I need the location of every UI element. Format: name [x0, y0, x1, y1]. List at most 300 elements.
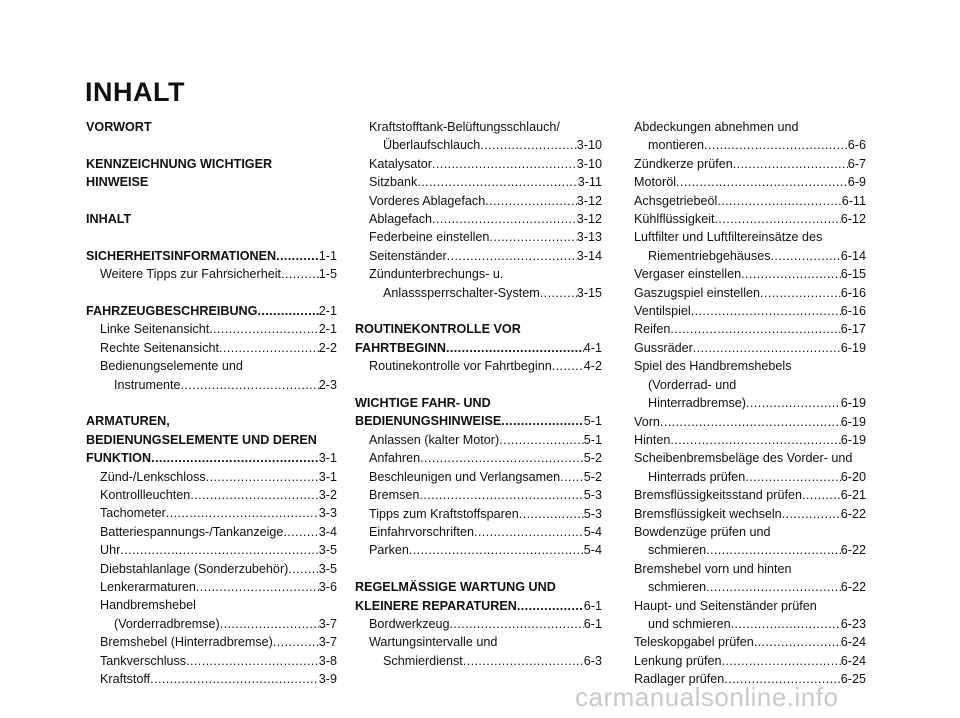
toc-entry[interactable]	[355, 523, 602, 541]
toc-entry-title: Gussräder	[634, 340, 693, 355]
toc-page-number: 4-1	[583, 340, 602, 355]
toc-entry[interactable]	[86, 376, 337, 394]
toc-entry-title: Vorn	[634, 414, 660, 429]
toc-entry-title: schmieren	[648, 580, 707, 595]
toc-page-number: 6-6	[847, 138, 866, 153]
toc-page-number: 6-16	[840, 304, 866, 319]
toc-entry-title: Radlager prüfen	[634, 672, 725, 687]
toc-leader-dots	[196, 578, 319, 596]
toc-entry-title: Überlaufschlauch	[383, 138, 481, 153]
toc-entry-title: Anlasssperrschalter-System	[383, 285, 540, 300]
toc-entry-title: FAHRZEUGBESCHREIBUNG	[86, 304, 258, 318]
toc-entry-title: Beschleunigen und Verlangsamen	[369, 469, 561, 484]
toc-column-2	[355, 118, 602, 670]
toc-entry-title: Kraftstoff	[100, 672, 151, 687]
toc-entry-title: Bremshebel vorn und hinten	[634, 561, 792, 576]
toc-leader-dots	[704, 136, 848, 154]
toc-leader-dots	[219, 339, 319, 357]
toc-entry[interactable]	[634, 339, 866, 357]
toc-leader-dots	[276, 247, 319, 265]
toc-page-number: 3-11	[577, 175, 602, 190]
toc-entry[interactable]	[634, 615, 866, 633]
toc-leader-dots	[420, 449, 584, 467]
toc-spacer	[355, 560, 602, 578]
toc-entry[interactable]	[355, 136, 602, 154]
toc-page-number: 5-1	[583, 432, 602, 447]
toc-entry-title: Schmierdienst	[383, 653, 463, 668]
toc-entry[interactable]	[86, 320, 337, 338]
toc-page-number: 6-22	[840, 506, 866, 521]
toc-entry[interactable]	[634, 578, 866, 596]
toc-leader-dots	[480, 136, 576, 154]
toc-section-heading	[355, 578, 602, 596]
toc-entry-title: Zündkerze prüfen	[634, 156, 733, 171]
toc-page-number: 6-7	[847, 156, 866, 171]
toc-entry[interactable]	[86, 486, 337, 504]
toc-entry-title: Routinekontrolle vor Fahrtbeginn	[369, 359, 552, 374]
toc-page-number: 1-5	[318, 267, 337, 282]
toc-entry[interactable]	[86, 468, 337, 486]
toc-leader-dots	[432, 155, 577, 173]
toc-entry-title: Bremshebel (Hinterradbremse)	[100, 635, 273, 650]
toc-entry[interactable]	[355, 284, 602, 302]
toc-spacer	[86, 284, 337, 302]
toc-page-number: 6-11	[841, 193, 866, 208]
toc-page-number: 2-2	[318, 340, 337, 355]
toc-entry[interactable]	[86, 339, 337, 357]
toc-entry[interactable]	[86, 670, 337, 688]
toc-leader-dots	[733, 155, 848, 173]
toc-entry-title: VORWORT	[86, 120, 152, 134]
toc-leader-dots	[120, 541, 319, 559]
toc-leader-dots	[419, 486, 583, 504]
toc-entry-title: Luftfilter und Luftfiltereinsätze des	[634, 230, 823, 245]
toc-page-number: 3-9	[318, 672, 337, 687]
toc-leader-dots	[706, 578, 841, 596]
toc-entry[interactable]	[634, 155, 866, 173]
toc-leader-dots	[446, 339, 584, 357]
toc-section-heading[interactable]	[86, 247, 337, 265]
toc-entry	[634, 228, 866, 246]
toc-entry[interactable]	[355, 505, 602, 523]
toc-entry[interactable]	[634, 541, 866, 559]
toc-leader-dots	[181, 376, 319, 394]
toc-leader-dots	[489, 228, 576, 246]
toc-page-number: 3-1	[318, 451, 337, 466]
toc-leader-dots	[220, 615, 319, 633]
toc-page-number: 3-1	[318, 469, 337, 484]
toc-entry-title: Rechte Seitenansicht	[100, 340, 220, 355]
toc-entry-title: SICHERHEITSINFORMATIONEN	[86, 248, 277, 263]
toc-entry[interactable]	[634, 633, 866, 651]
toc-entry-title: Handbremshebel	[100, 598, 196, 613]
toc-entry-title: BEDIENUNGSELEMENTE UND DEREN	[86, 432, 317, 447]
toc-entry-title: HINWEISE	[86, 175, 149, 190]
toc-entry-title: Abdeckungen abnehmen und	[634, 120, 799, 134]
toc-entry[interactable]	[355, 486, 602, 504]
toc-column-1	[86, 118, 337, 689]
toc-page-number: 3-7	[318, 635, 337, 650]
toc-entry[interactable]	[355, 615, 602, 633]
toc-entry-title: Spiel des Handbremshebels	[634, 359, 792, 374]
toc-entry[interactable]	[634, 302, 866, 320]
toc-entry-title: und schmieren	[648, 616, 731, 631]
toc-entry-title: Tipps zum Kraftstoffsparen	[369, 506, 519, 521]
toc-entry[interactable]	[86, 578, 337, 596]
toc-entry[interactable]	[86, 633, 337, 651]
toc-page-number: 3-8	[318, 653, 337, 668]
toc-page-number: 3-12	[576, 193, 602, 208]
toc-entry-title: Hinterrads prüfen	[648, 469, 746, 484]
toc-entry-title: Katalysator	[369, 156, 432, 171]
toc-leader-dots	[417, 173, 577, 191]
toc-leader-dots	[760, 284, 841, 302]
toc-page-number: 6-20	[840, 469, 866, 484]
toc-page-number: 6-22	[840, 580, 866, 595]
toc-section-heading	[86, 210, 337, 228]
toc-leader-dots	[670, 320, 840, 338]
toc-page-number: 6-23	[840, 616, 866, 631]
toc-entry-title: Parken	[369, 543, 409, 558]
toc-entry-title: Ablagefach	[369, 212, 433, 227]
toc-section-heading	[86, 431, 337, 449]
toc-leader-dots	[257, 302, 318, 320]
toc-leader-dots	[741, 265, 841, 283]
toc-entry[interactable]	[355, 173, 602, 191]
toc-leader-dots	[186, 652, 319, 670]
toc-entry-title: REGELMÄSSIGE WARTUNG UND	[355, 580, 556, 595]
toc-page-number: 5-3	[583, 506, 602, 521]
toc-spacer	[355, 302, 602, 320]
toc-page-number: 5-2	[583, 469, 602, 484]
toc-leader-dots	[519, 505, 584, 523]
toc-entry[interactable]	[634, 284, 866, 302]
toc-leader-dots	[283, 523, 318, 541]
toc-page-number: 2-1	[318, 322, 337, 337]
toc-section-heading[interactable]	[86, 449, 337, 467]
toc-spacer	[86, 228, 337, 246]
toc-entry[interactable]	[634, 505, 866, 523]
toc-leader-dots	[463, 652, 584, 670]
toc-entry-title: FUNKTION	[86, 451, 152, 466]
toc-entry-title: INHALT	[86, 212, 132, 226]
toc-page-number: 3-7	[318, 616, 337, 631]
toc-leader-dots	[166, 504, 319, 522]
toc-page-number: 3-10	[576, 138, 602, 153]
toc-page-number: 4-2	[583, 359, 602, 374]
page-title: INHALT	[85, 77, 185, 107]
toc-page-number: 6-14	[840, 248, 866, 263]
toc-page-number: 3-4	[318, 524, 337, 539]
toc-entry-title: FAHRTBEGINN	[355, 340, 446, 355]
toc-leader-dots	[693, 339, 841, 357]
toc-section-heading[interactable]	[86, 302, 337, 320]
toc-entry-title: Batteriespannungs-/Tankanzeige	[100, 524, 284, 539]
toc-entry[interactable]	[634, 320, 866, 338]
toc-entry[interactable]	[355, 247, 602, 265]
toc-page-number: 3-5	[318, 543, 337, 558]
toc-leader-dots	[151, 449, 319, 467]
toc-leader-dots	[560, 468, 584, 486]
toc-entry[interactable]	[86, 523, 337, 541]
toc-entry[interactable]	[355, 652, 602, 670]
toc-entry	[355, 118, 602, 136]
toc-column-3	[634, 118, 866, 689]
toc-spacer	[86, 394, 337, 412]
toc-entry-title: Sitzbank	[369, 175, 418, 190]
toc-page-number: 5-4	[583, 524, 602, 539]
toc-entry[interactable]	[355, 210, 602, 228]
toc-leader-dots	[722, 652, 841, 670]
toc-entry[interactable]	[355, 357, 602, 375]
toc-entry-title: Bedienungselemente und	[100, 359, 243, 374]
toc-entry-title: Tachometer	[100, 506, 166, 521]
toc-entry[interactable]	[355, 155, 602, 173]
toc-entry-title: BEDIENUNGSHINWEISE	[355, 414, 502, 429]
toc-page-number: 6-1	[583, 616, 602, 631]
toc-entry	[355, 265, 602, 283]
toc-leader-dots	[517, 597, 584, 615]
toc-entry-title: Bordwerkzeug	[369, 616, 450, 631]
toc-section-heading[interactable]	[355, 597, 602, 615]
toc-spacer	[86, 136, 337, 154]
toc-entry-title: schmieren	[648, 543, 707, 558]
toc-page-number: 6-19	[840, 396, 866, 411]
toc-entry[interactable]	[86, 265, 337, 283]
toc-leader-dots	[552, 357, 584, 375]
toc-leader-dots	[450, 615, 584, 633]
toc-entry-title: Teleskopgabel prüfen	[634, 635, 754, 650]
toc-entry[interactable]	[634, 265, 866, 283]
toc-leader-dots	[150, 670, 319, 688]
toc-page-number: 6-16	[840, 285, 866, 300]
toc-section-heading	[86, 173, 337, 191]
toc-entry[interactable]	[634, 136, 866, 154]
toc-page-number: 6-24	[840, 653, 866, 668]
toc-leader-dots	[754, 633, 841, 651]
toc-entry[interactable]	[86, 504, 337, 522]
toc-entry-title: KLEINERE REPARATUREN	[355, 598, 517, 613]
toc-entry-title: Zünd-/Lenkschloss	[100, 469, 206, 484]
toc-entry-title: Reifen	[634, 322, 671, 337]
toc-entry-title: Instrumente	[114, 377, 181, 392]
toc-entry-title: Einfahrvorschriften	[369, 524, 474, 539]
toc-entry[interactable]	[355, 192, 602, 210]
toc-entry[interactable]	[355, 468, 602, 486]
toc-entry-title: Seitenständer	[369, 248, 447, 263]
toc-entry[interactable]	[634, 413, 866, 431]
toc-page-number: 5-3	[583, 488, 602, 503]
toc-leader-dots	[706, 541, 841, 559]
toc-entry[interactable]	[634, 468, 866, 486]
toc-page-number: 6-19	[840, 340, 866, 355]
toc-entry-title: Kraftstofftank-Belüftungsschlauch/	[369, 120, 560, 134]
toc-entry[interactable]	[634, 210, 866, 228]
toc-section-heading	[355, 394, 602, 412]
toc-page-number: 6-22	[840, 543, 866, 558]
toc-leader-dots	[288, 560, 318, 578]
toc-leader-dots	[206, 468, 319, 486]
toc-leader-dots	[746, 394, 841, 412]
toc-entry-title: Tankverschluss	[100, 653, 187, 668]
toc-entry-title: Bowdenzüge prüfen und	[634, 524, 771, 539]
toc-page-number: 3-15	[576, 285, 602, 300]
toc-entry-title: Wartungsintervalle und	[369, 635, 498, 650]
toc-spacer	[86, 192, 337, 210]
toc-leader-dots	[273, 633, 319, 651]
toc-entry[interactable]	[355, 431, 602, 449]
toc-section-heading[interactable]	[355, 412, 602, 430]
toc-entry[interactable]	[86, 615, 337, 633]
toc-page-number: 3-14	[576, 248, 602, 263]
toc-entry-title: Lenkerarmaturen	[100, 580, 196, 595]
toc-leader-dots	[499, 431, 584, 449]
toc-leader-dots	[485, 192, 577, 210]
toc-entry-title: Motoröl	[634, 175, 676, 190]
toc-section-heading	[86, 118, 337, 136]
toc-page-number: 6-3	[583, 653, 602, 668]
toc-entry-title: Anfahren	[369, 451, 421, 466]
toc-page-number: 3-3	[318, 506, 337, 521]
toc-leader-dots	[190, 486, 318, 504]
toc-entry	[634, 560, 866, 578]
toc-leader-dots	[676, 173, 848, 191]
toc-entry-title: Uhr	[100, 543, 121, 558]
toc-page-number: 6-12	[840, 212, 866, 227]
toc-page-number: 3-13	[576, 230, 602, 245]
toc-entry-title: Diebstahlanlage (Sonderzubehör)	[100, 561, 289, 576]
toc-entry[interactable]	[355, 228, 602, 246]
toc-page-number: 6-9	[847, 175, 866, 190]
toc-entry	[634, 523, 866, 541]
toc-page-number: 6-24	[840, 635, 866, 650]
toc-entry[interactable]	[355, 541, 602, 559]
toc-entry-title: Hinterradbremse)	[648, 396, 746, 411]
toc-section-heading	[355, 320, 602, 338]
toc-entry-title: Achsgetriebeöl	[634, 193, 718, 208]
toc-leader-dots	[474, 523, 584, 541]
toc-entry-title: (Vorderrad- und	[648, 377, 737, 392]
toc-section-heading[interactable]	[355, 339, 602, 357]
toc-entry-title: Kontrollleuchten	[100, 488, 191, 503]
toc-leader-dots	[691, 302, 841, 320]
toc-page-number: 3-6	[318, 580, 337, 595]
toc-leader-dots	[745, 468, 840, 486]
toc-entry-title: Haupt- und Seitenständer prüfen	[634, 598, 817, 613]
toc-entry[interactable]	[634, 652, 866, 670]
toc-section-heading	[86, 155, 337, 173]
toc-entry-title: Anlassen (kalter Motor)	[369, 432, 500, 447]
toc-leader-dots	[447, 247, 577, 265]
toc-leader-dots	[782, 505, 841, 523]
toc-page-number: 3-10	[576, 156, 602, 171]
toc-entry	[634, 449, 866, 467]
toc-entry	[86, 357, 337, 375]
toc-leader-dots	[802, 486, 841, 504]
toc-entry-title: Scheibenbremsbeläge des Vorder- und	[634, 451, 853, 466]
toc-leader-dots	[209, 320, 319, 338]
toc-entry[interactable]	[355, 449, 602, 467]
toc-entry	[634, 357, 866, 375]
toc-page-number: 3-12	[576, 212, 602, 227]
toc-spacer	[355, 376, 602, 394]
toc-section-heading	[86, 412, 337, 430]
toc-entry	[634, 118, 866, 136]
toc-leader-dots	[432, 210, 577, 228]
toc-entry[interactable]	[86, 541, 337, 559]
toc-page-number: 6-21	[840, 488, 866, 503]
toc-entry[interactable]	[634, 247, 866, 265]
toc-leader-dots	[771, 247, 841, 265]
toc-entry-title: Bremsflüssigkeitsstand prüfen	[634, 488, 802, 503]
toc-page-number: 3-2	[318, 488, 337, 503]
toc-entry	[86, 596, 337, 614]
toc-entry	[634, 376, 866, 394]
toc-entry-title: KENNZEICHNUNG WICHTIGER	[86, 156, 273, 171]
toc-entry-title: ARMATUREN,	[86, 414, 170, 429]
toc-entry-title: Lenkung prüfen	[634, 653, 722, 668]
toc-entry[interactable]	[634, 394, 866, 412]
toc-entry-title: (Vorderradbremse)	[114, 616, 220, 631]
toc-page-number: 5-2	[583, 451, 602, 466]
toc-entry[interactable]	[634, 173, 866, 191]
toc-entry[interactable]	[634, 431, 866, 449]
toc-entry-title: Bremsflüssigkeit wechseln	[634, 506, 782, 521]
toc-page-number: 5-1	[583, 414, 602, 429]
toc-page-number: 2-1	[318, 304, 337, 318]
toc-leader-dots	[281, 265, 319, 283]
toc-page-number: 6-25	[840, 672, 866, 687]
toc-entry-title: Weitere Tipps zur Fahrsicherheit	[100, 267, 282, 282]
toc-page-number: 3-5	[318, 561, 337, 576]
toc-leader-dots	[660, 413, 841, 431]
toc-entry-title: Bremsen	[369, 488, 420, 503]
toc-entry	[355, 633, 602, 651]
toc-entry[interactable]	[634, 192, 866, 210]
toc-leader-dots	[731, 615, 841, 633]
toc-page-number: 1-1	[318, 248, 337, 263]
toc-entry-title: montieren	[648, 138, 705, 153]
toc-entry-title: WICHTIGE FAHR- UND	[355, 396, 491, 411]
toc-entry-title: Kühlflüssigkeit	[634, 212, 715, 227]
toc-page-number: 6-1	[583, 598, 602, 613]
toc-entry[interactable]	[634, 486, 866, 504]
toc-entry[interactable]	[86, 560, 337, 578]
toc-entry	[634, 597, 866, 615]
toc-page-number: 6-15	[840, 267, 866, 282]
toc-page-number: 6-19	[840, 414, 866, 429]
toc-entry-title: Zündunterbrechungs- u.	[369, 267, 504, 282]
toc-leader-dots	[717, 192, 841, 210]
toc-entry-title: Vorderes Ablagefach	[369, 193, 486, 208]
toc-entry[interactable]	[86, 652, 337, 670]
toc-leader-dots	[409, 541, 584, 559]
toc-page-number: 6-17	[840, 322, 866, 337]
toc-entry-title: ROUTINEKONTROLLE VOR	[355, 322, 521, 337]
toc-page-number: 6-19	[840, 432, 866, 447]
toc-page-number: 2-3	[318, 377, 337, 392]
toc-entry-title: Gaszugspiel einstellen	[634, 285, 761, 300]
toc-entry-title: Hinten	[634, 432, 671, 447]
toc-entry-title: Federbeine einstellen	[369, 230, 490, 245]
toc-entry-title: Linke Seitenansicht	[100, 322, 210, 337]
watermark-text: carmanualsonline.info	[575, 682, 839, 712]
toc-entry-title: Vergaser einstellen	[634, 267, 742, 282]
toc-page-number: 5-4	[583, 543, 602, 558]
toc-leader-dots	[715, 210, 841, 228]
toc-leader-dots	[670, 431, 840, 449]
toc-entry-title: Ventilspiel	[634, 304, 691, 319]
